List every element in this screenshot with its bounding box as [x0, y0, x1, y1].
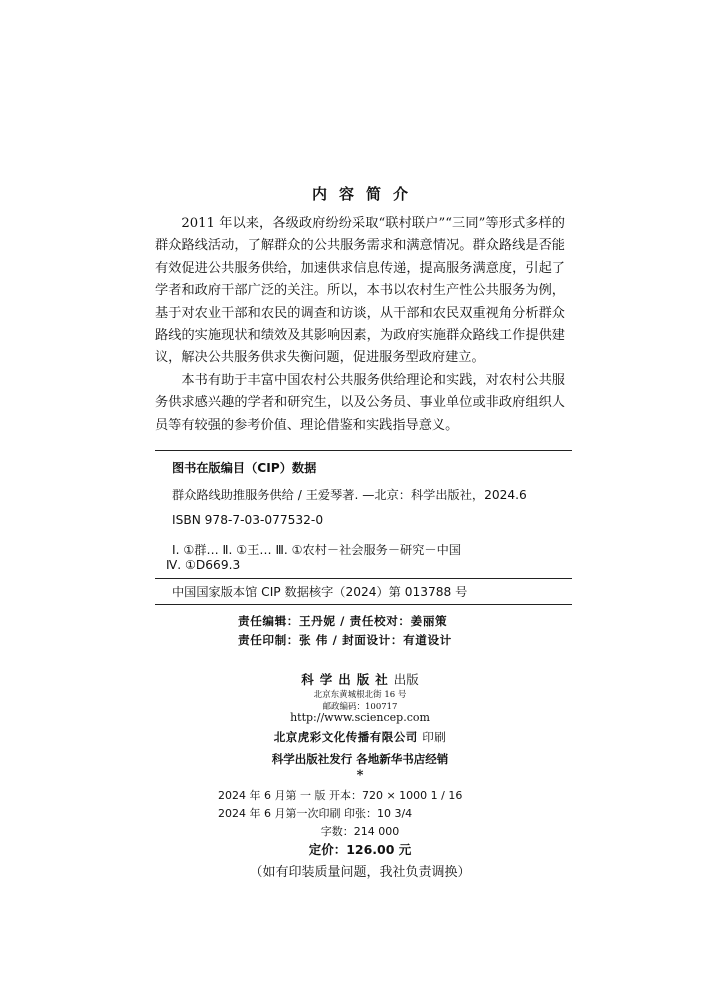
summary-paragraph: 2011 年以来，各级政府纷纷采取“联村联户”“三同”等形式多样的群众路线活动，了解群众的公共服务需求和满意情况。群众路线是否能有效促进公共服务供给，加速供求信息传递，提高服务满意度，引起了学者和政府干部广泛的关注。所以，本书以农村生产性公共服务为例，基于对农业干部和农民的调查和访谈，从干部和农民双重视角分析群众路线的实施现状和绩效及其影响因素，为政府实施群众路线工作提供建议，解决公共服务供求失衡问题，促进服务型政府建立。	[155, 216, 565, 366]
spec-printing: 2024 年 6 月第一次印刷 印张：10 3/4	[218, 807, 413, 820]
publisher-name-text: 科学出版社	[301, 672, 394, 687]
spec-words: 字数：214 000	[320, 825, 400, 838]
editors-line: 责任编辑：王丹妮 / 责任校对：姜丽策	[238, 614, 448, 628]
cip-book-line: 群众路线助推服务供给 / 王爱琴著. —北京：科学出版社，2024.6	[172, 488, 527, 502]
divider-top	[155, 450, 572, 451]
distribution-line: 科学出版社发行 各地新华书店经销	[271, 752, 449, 766]
cip-heading: 图书在版编目（CIP）数据	[172, 461, 317, 475]
publisher-url: http://www.sciencep.com	[290, 711, 430, 724]
publisher-address: 北京东黄城根北街 16 号	[313, 690, 407, 700]
cip-classification: Ⅰ. ①群… Ⅱ. ①王… Ⅲ. ①农村－社会服务－研究－中国	[172, 543, 461, 557]
quality-notice: （如有印装质量问题，我社负责调换）	[249, 865, 471, 880]
printer-line	[0, 729, 720, 745]
summary-body	[155, 213, 565, 437]
printer-suffix: 印刷	[422, 730, 447, 744]
divider-middle	[155, 578, 572, 579]
price: 定价：126.00 元	[308, 842, 412, 857]
cip-classification: Ⅳ. ①D669.3	[166, 558, 241, 572]
cip-isbn: ISBN 978-7-03-077532-0	[172, 513, 324, 527]
publisher-name	[0, 670, 720, 688]
cip-record: 中国国家版本馆 CIP 数据核字（2024）第 013788 号	[172, 585, 468, 599]
publisher-postcode: 邮政编码：100717	[322, 702, 398, 712]
separator-star: *	[356, 768, 364, 783]
summary-paragraph: 本书有助于丰富中国农村公共服务供给理论和实践，对农村公共服务供求感兴趣的学者和研究生，以及公务员、事业单位或非政府组织人员等有较强的参考价值、理论借鉴和实践指导意义。	[155, 372, 565, 433]
editors-line: 责任印制：张 伟 / 封面设计：有道设计	[238, 633, 452, 647]
divider-bottom	[155, 604, 572, 605]
printer-name: 北京虎彩文化传播有限公司	[273, 730, 418, 744]
summary-title: 内容简介	[311, 185, 420, 203]
spec-edition: 2024 年 6 月第 一 版 开本：720 × 1000 1 / 16	[218, 789, 463, 802]
publisher-suffix: 出版	[393, 672, 419, 687]
